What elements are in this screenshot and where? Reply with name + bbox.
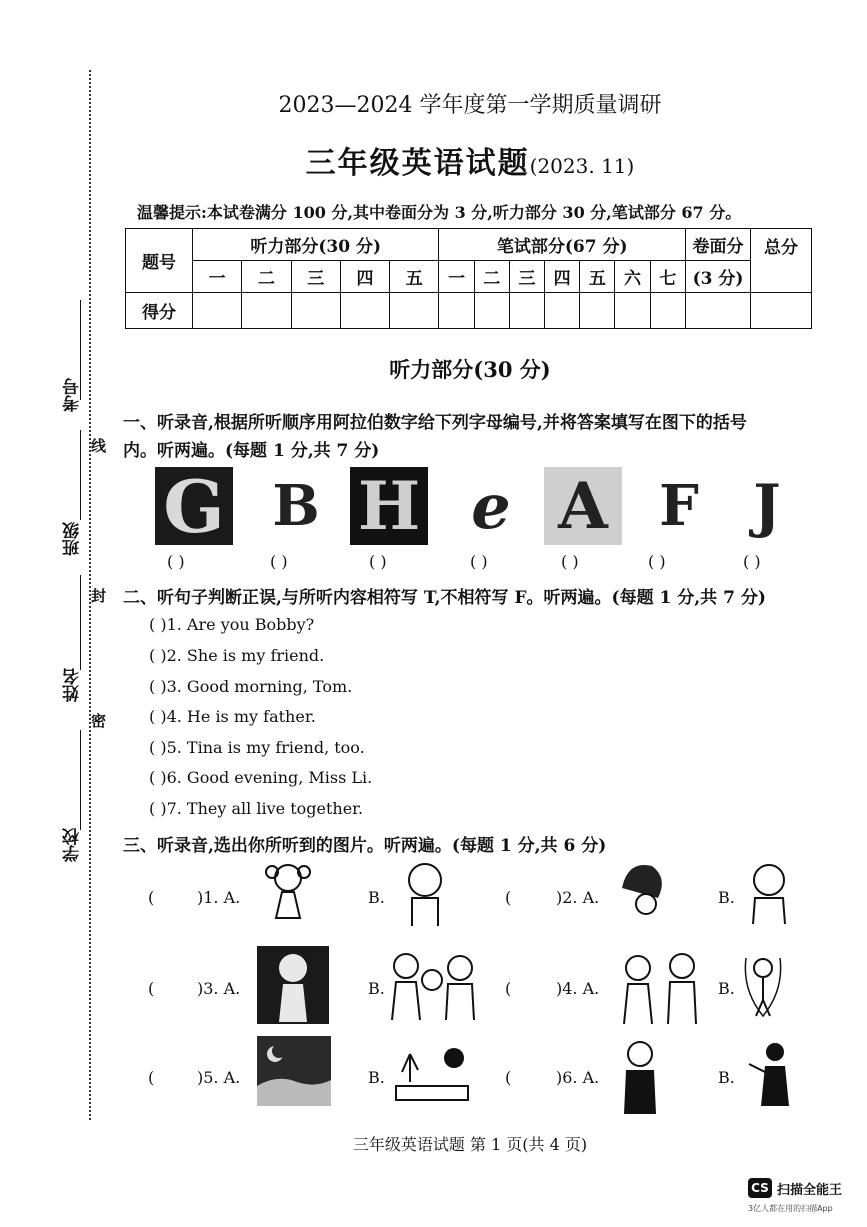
name-label: 姓名 — [63, 668, 83, 702]
q2-answer-bracket[interactable]: ( ) — [149, 738, 167, 757]
scanner-logo: CS — [748, 1178, 772, 1198]
q1-answer-bracket[interactable]: ( ) — [167, 552, 185, 571]
letter-card-g: G — [155, 467, 233, 545]
q2-item — [149, 677, 352, 696]
letter-card-j: J — [753, 472, 781, 540]
boy-and-girl-picture[interactable] — [614, 950, 710, 1026]
q2-item — [149, 768, 372, 787]
score-cell[interactable] — [751, 293, 812, 329]
letter-card-a: A — [544, 467, 622, 545]
man-picture[interactable] — [612, 1038, 668, 1116]
score-cell[interactable] — [580, 293, 615, 329]
q3-option-b-label: B. — [368, 1068, 385, 1087]
score-cell[interactable] — [545, 293, 580, 329]
q2-item-text: 2. She is my friend. — [166, 646, 325, 665]
row-label-question-no: 题号 — [126, 229, 193, 293]
q3-answer-bracket[interactable]: ( — [505, 888, 512, 907]
letter-card-h: H — [350, 467, 428, 545]
q2-item-text: 3. Good morning, Tom. — [166, 677, 353, 696]
score-cell[interactable] — [439, 293, 474, 329]
q3-option-b-label: B. — [368, 979, 385, 998]
seal-char-seal: 封 — [91, 587, 107, 605]
letter-card-f: F — [659, 473, 699, 539]
scanner-slogan: 3亿人都在用的扫描App — [748, 1204, 833, 1213]
q3-option-b-label: B. — [368, 888, 385, 907]
listening-section-title: 听力部分(30 分) — [389, 357, 551, 382]
listening-part-4: 四 — [340, 261, 389, 293]
school-label: 学校 — [63, 828, 83, 862]
q1-instruction-line2: 内。听两遍。(每题 1 分,共 7 分) — [123, 441, 380, 461]
score-cell[interactable] — [193, 293, 242, 329]
exam-subject-title: 三年级英语试题 — [305, 146, 530, 181]
listening-part-3: 三 — [291, 261, 340, 293]
listening-part-2: 二 — [242, 261, 291, 293]
q2-item — [149, 738, 365, 757]
score-cell[interactable] — [242, 293, 291, 329]
girl-picture[interactable] — [262, 860, 314, 922]
family-picture[interactable] — [386, 946, 478, 1022]
q3-item-label: )6. A. — [556, 1068, 600, 1087]
teacher-picture[interactable] — [745, 1038, 803, 1108]
score-cell[interactable] — [390, 293, 439, 329]
scanner-name: 扫描全能王 — [777, 1182, 843, 1198]
scanner-watermark — [748, 1178, 842, 1198]
q3-answer-bracket[interactable]: ( — [505, 1068, 512, 1087]
q2-answer-bracket[interactable]: ( ) — [149, 615, 167, 634]
score-cell[interactable] — [291, 293, 340, 329]
rope-skipping-picture[interactable] — [738, 950, 788, 1020]
q2-item-text: 5. Tina is my friend, too. — [166, 738, 365, 757]
q1-answer-bracket[interactable]: ( ) — [470, 552, 488, 571]
q2-answer-bracket[interactable]: ( ) — [149, 707, 167, 726]
q1-answer-bracket[interactable]: ( ) — [561, 552, 579, 571]
exam-main-title — [0, 138, 867, 182]
score-cell[interactable] — [509, 293, 544, 329]
listening-part-5: 五 — [390, 261, 439, 293]
q3-answer-bracket[interactable]: ( — [505, 979, 512, 998]
q3-option-b-label: B. — [718, 1068, 735, 1087]
score-cell[interactable] — [650, 293, 685, 329]
q1-answer-bracket[interactable]: ( ) — [648, 552, 666, 571]
written-part-5: 五 — [580, 261, 615, 293]
grandfather-picture[interactable] — [743, 860, 795, 926]
q3-item-label: )3. A. — [197, 979, 241, 998]
q2-item-text: 1. Are you Bobby? — [166, 615, 315, 634]
listening-header: 听力部分(30 分) — [193, 229, 439, 261]
class-fill-line — [80, 430, 81, 520]
q3-item-label: )5. A. — [197, 1068, 241, 1087]
q1-answer-bracket[interactable]: ( ) — [270, 552, 288, 571]
written-header: 笔试部分(67 分) — [439, 229, 686, 261]
q3-item-label: )4. A. — [556, 979, 600, 998]
q1-answer-bracket[interactable]: ( ) — [743, 552, 761, 571]
q2-item — [149, 646, 324, 665]
exam-date: (2023. 11) — [529, 154, 635, 178]
neatness-header: 卷面分 — [686, 229, 751, 261]
night-moon-picture[interactable] — [257, 1036, 331, 1106]
q1-answer-bracket[interactable]: ( ) — [369, 552, 387, 571]
written-part-6: 六 — [615, 261, 650, 293]
q2-item-text: 6. Good evening, Miss Li. — [166, 768, 373, 787]
listening-part-1: 一 — [193, 261, 242, 293]
woman-picture[interactable] — [257, 946, 329, 1024]
q2-item — [149, 707, 316, 726]
q3-answer-bracket[interactable]: ( — [148, 888, 155, 907]
written-part-4: 四 — [545, 261, 580, 293]
exam-year-title: 2023—2024 学年度第一学期质量调研 — [278, 93, 662, 118]
score-cell[interactable] — [686, 293, 751, 329]
boy-picture[interactable] — [398, 860, 453, 928]
row-label-score: 得分 — [126, 293, 193, 329]
q2-item — [149, 799, 363, 818]
q3-item-label: )2. A. — [556, 888, 600, 907]
q3-answer-bracket[interactable]: ( — [148, 1068, 155, 1087]
seal-char-secret: 密 — [91, 712, 107, 730]
morning-sun-picture[interactable] — [392, 1042, 472, 1104]
written-part-3: 三 — [509, 261, 544, 293]
letter-card-e: e — [471, 469, 511, 543]
exam-tip: 温馨提示:本试卷满分 100 分,其中卷面分为 3 分,听力部分 30 分,笔试部分 67 分。 — [137, 203, 742, 222]
score-table — [125, 228, 812, 329]
q2-instruction: 二、听句子判断正误,与所听内容相符写 T,不相符写 F。听两遍。(每题 1 分,共 7 分) — [123, 588, 766, 608]
q3-instruction: 三、听录音,选出你所听到的图片。听两遍。(每题 1 分,共 6 分) — [123, 836, 607, 856]
q2-item-text: 4. He is my father. — [166, 707, 316, 726]
written-part-7: 七 — [650, 261, 685, 293]
score-cell[interactable] — [615, 293, 650, 329]
score-cell[interactable] — [474, 293, 509, 329]
q2-item — [149, 615, 314, 634]
page-footer: 三年级英语试题 第 1 页(共 4 页) — [352, 1135, 588, 1154]
q3-option-b-label: B. — [718, 888, 735, 907]
exam-no-label: 考号 — [63, 378, 83, 412]
class-label: 班级 — [63, 522, 83, 556]
q2-answer-bracket[interactable]: ( ) — [149, 677, 167, 696]
q3-answer-bracket[interactable]: ( — [148, 979, 155, 998]
q1-instruction-line1: 一、听录音,根据所听顺序用阿拉伯数字给下列字母编号,并将答案填写在图下的括号 — [123, 413, 747, 433]
mother-and-baby-picture[interactable] — [614, 858, 672, 920]
q2-item-text: 7. They all live together. — [166, 799, 364, 818]
q2-answer-bracket[interactable]: ( ) — [149, 646, 167, 665]
seal-char-line: 线 — [91, 437, 107, 455]
q2-answer-bracket[interactable]: ( ) — [149, 799, 167, 818]
total-header: 总分 — [751, 229, 812, 293]
written-part-2: 二 — [474, 261, 509, 293]
neatness-points: (3 分) — [686, 261, 751, 293]
score-cell[interactable] — [340, 293, 389, 329]
name-fill-line — [80, 575, 81, 670]
q3-item-label: )1. A. — [197, 888, 241, 907]
school-fill-line — [80, 730, 81, 830]
q3-option-b-label: B. — [718, 979, 735, 998]
letter-card-b: B — [272, 473, 320, 539]
q2-answer-bracket[interactable]: ( ) — [149, 768, 167, 787]
written-part-1: 一 — [439, 261, 474, 293]
